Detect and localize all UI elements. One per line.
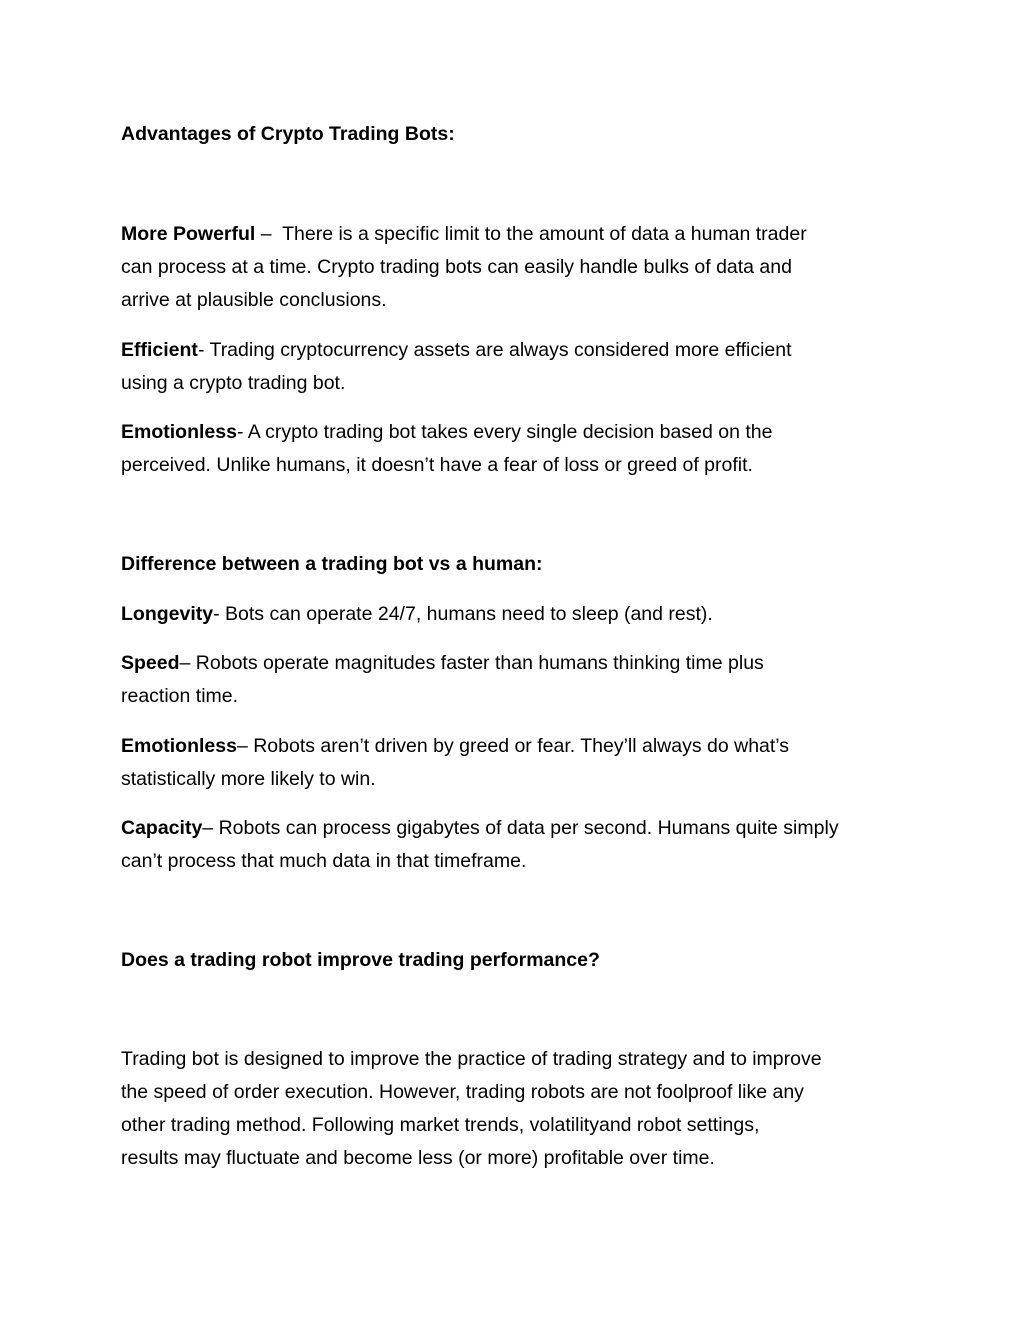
difference-speed bbox=[121, 647, 921, 680]
advantage-emotionless bbox=[121, 416, 921, 449]
performance-text-line: other trading method. Following market trends, volatilityand robot settings, bbox=[121, 1114, 760, 1136]
performance-text-line: results may fluctuate and become less (or more) profitable over time. bbox=[121, 1147, 715, 1169]
advantage-text-line: Trading cryptocurrency assets are always considered more efficient bbox=[209, 339, 792, 361]
difference-longevity bbox=[121, 598, 921, 631]
advantage-text-line: A crypto trading bot takes every single decision based on the bbox=[247, 421, 773, 443]
difference-text-line: Robots operate magnitudes faster than humans thinking time plus bbox=[195, 652, 764, 674]
advantage-efficient bbox=[121, 334, 921, 367]
term-speed: Speed bbox=[121, 652, 180, 674]
performance-text-line: Trading bot is designed to improve the practice of trading strategy and to improve bbox=[121, 1048, 822, 1070]
difference-text-line: Bots can operate 24/7, humans need to sleep (and rest). bbox=[225, 603, 713, 625]
term-efficient: Efficient bbox=[121, 339, 198, 361]
separator: – bbox=[255, 223, 283, 245]
separator: – bbox=[179, 652, 196, 674]
advantages-heading: Advantages of Crypto Trading Bots: bbox=[121, 123, 455, 145]
advantage-text-line: perceived. Unlike humans, it doesn’t have a fear of loss or greed of profit. bbox=[121, 454, 753, 476]
difference-capacity bbox=[121, 812, 921, 845]
difference-text-line: can’t process that much data in that timeframe. bbox=[121, 850, 527, 872]
difference-text-line: reaction time. bbox=[121, 685, 239, 707]
difference-text-line: Robots can process gigabytes of data per second. Humans quite simply bbox=[218, 817, 839, 839]
term-capacity: Capacity bbox=[121, 817, 203, 839]
separator: – bbox=[202, 817, 219, 839]
difference-emotionless bbox=[121, 730, 921, 763]
advantage-text-line: arrive at plausible conclusions. bbox=[121, 289, 387, 311]
term-more-powerful: More Powerful bbox=[121, 223, 256, 245]
difference-text-line: Robots aren’t driven by greed or fear. They’ll always do what’s bbox=[253, 735, 790, 757]
difference-text-line: statistically more likely to win. bbox=[121, 768, 376, 790]
term-emotionless: Emotionless bbox=[121, 421, 237, 443]
separator: – bbox=[236, 735, 254, 757]
performance-text-line: the speed of order execution. However, trading robots are not foolproof like any bbox=[121, 1081, 804, 1103]
term-emotionless: Emotionless bbox=[121, 735, 237, 757]
advantage-text-line: using a crypto trading bot. bbox=[121, 372, 346, 394]
separator: - bbox=[236, 421, 248, 443]
separator: - bbox=[213, 603, 226, 625]
separator: - bbox=[197, 339, 210, 361]
advantage-text-line: There is a specific limit to the amount of data a human trader bbox=[282, 223, 807, 245]
advantage-text-line: can process at a time. Crypto trading bots can easily handle bulks of data and bbox=[121, 256, 792, 278]
advantage-more-powerful bbox=[121, 218, 921, 251]
performance-heading: Does a trading robot improve trading performance? bbox=[121, 949, 600, 971]
difference-heading: Difference between a trading bot vs a human: bbox=[121, 553, 543, 575]
term-longevity: Longevity bbox=[121, 603, 214, 625]
